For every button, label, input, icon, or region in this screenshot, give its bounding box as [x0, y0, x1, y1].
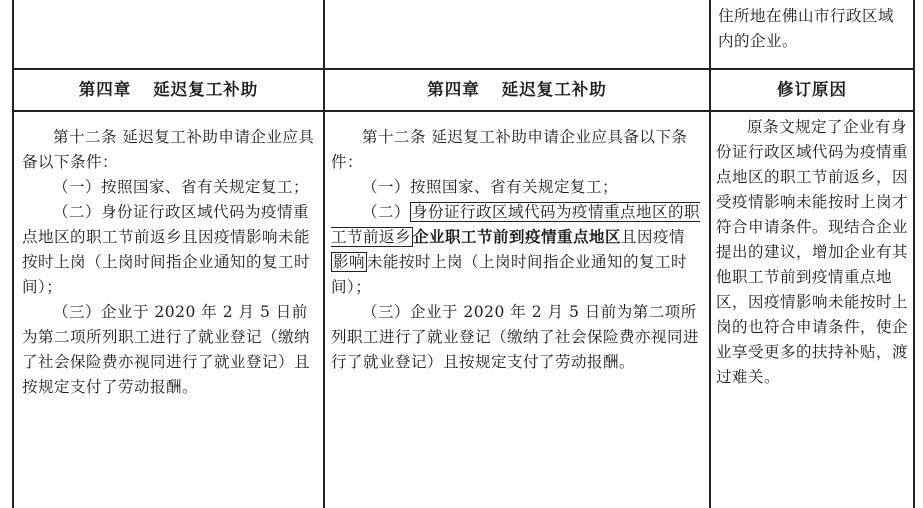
deleted-text-box: 身份证行政区域代码为疫情重点地区的职工节前返乡 — [331, 203, 701, 246]
original-condition-2: （二）身份证行政区域代码为疫情重点地区的职工节前返乡且因疫情影响未能按时上岗（上岗时间指企业通知的复工时间）； — [22, 203, 311, 296]
header-revised-chapter-title: 延迟复工补助 — [501, 80, 607, 99]
header-revised-chapter-number: 第四章 — [427, 80, 480, 99]
table-border-right — [913, 0, 915, 508]
header-revision-reason — [711, 70, 913, 110]
revised-condition-2-prefix: （二） — [362, 203, 411, 221]
added-text-bold: 企业职工节前到疫情重点地区 — [413, 228, 622, 246]
header-divider — [12, 110, 915, 112]
revised-condition-1: （一）按照国家、省有关规定复工； — [362, 178, 619, 196]
revised-article-title: 第十二条 延迟复工补助申请企业应具备以下条件： — [331, 128, 688, 171]
original-article-title: 第十二条 延迟复工补助申请企业应具备以下条件： — [22, 128, 315, 171]
header-revised-chapter — [325, 70, 709, 110]
revised-condition-2-suffix: 未能按时上岗（上岗时间指企业通知的复工时间）； — [331, 253, 688, 296]
header-original-chapter — [14, 70, 323, 110]
deleted-word-box: 影响 — [333, 253, 366, 271]
revised-article-cell — [331, 125, 703, 375]
original-condition-1: （一）按照国家、省有关规定复工； — [53, 178, 310, 196]
revision-reason-cell — [716, 115, 908, 390]
revised-condition-2-middle: 且因疫情 — [621, 228, 686, 246]
original-condition-3: （三）企业于 2020 年 2 月 5 日前为第二项所列职工进行了就业登记（缴纳了社会保险费亦视同进行了就业登记）且按规定支付了劳动报酬。 — [22, 303, 311, 396]
revised-condition-2 — [331, 200, 703, 300]
top-row-reason-text — [718, 4, 908, 54]
header-original-chapter-title: 延迟复工补助 — [153, 80, 259, 99]
revision-reason-text: 原条文规定了企业有身份证行政区域代码为疫情重点地区的职工节前返乡，因受疫情影响未能按时上岗才符合申请条件。现结合企业提出的建议，增加企业有其他职工节前到疫情重点地区，因疫情影响未能按时上岗的也符合申请条件，使企业享受更多的扶持补贴，渡过难关。 — [716, 118, 909, 386]
top-row-reason-content: 住所地在佛山市行政区域内的企业。 — [718, 7, 895, 50]
header-revision-reason-label: 修订原因 — [777, 80, 847, 99]
header-original-chapter-number: 第四章 — [78, 80, 132, 99]
original-article-cell — [22, 125, 318, 400]
revised-condition-3: （三）企业于 2020 年 2 月 5 日前为第二项所列职工进行了就业登记（缴纳了社会保险费亦视同进行了就业登记）且按规定支付了劳动报酬。 — [331, 303, 700, 371]
